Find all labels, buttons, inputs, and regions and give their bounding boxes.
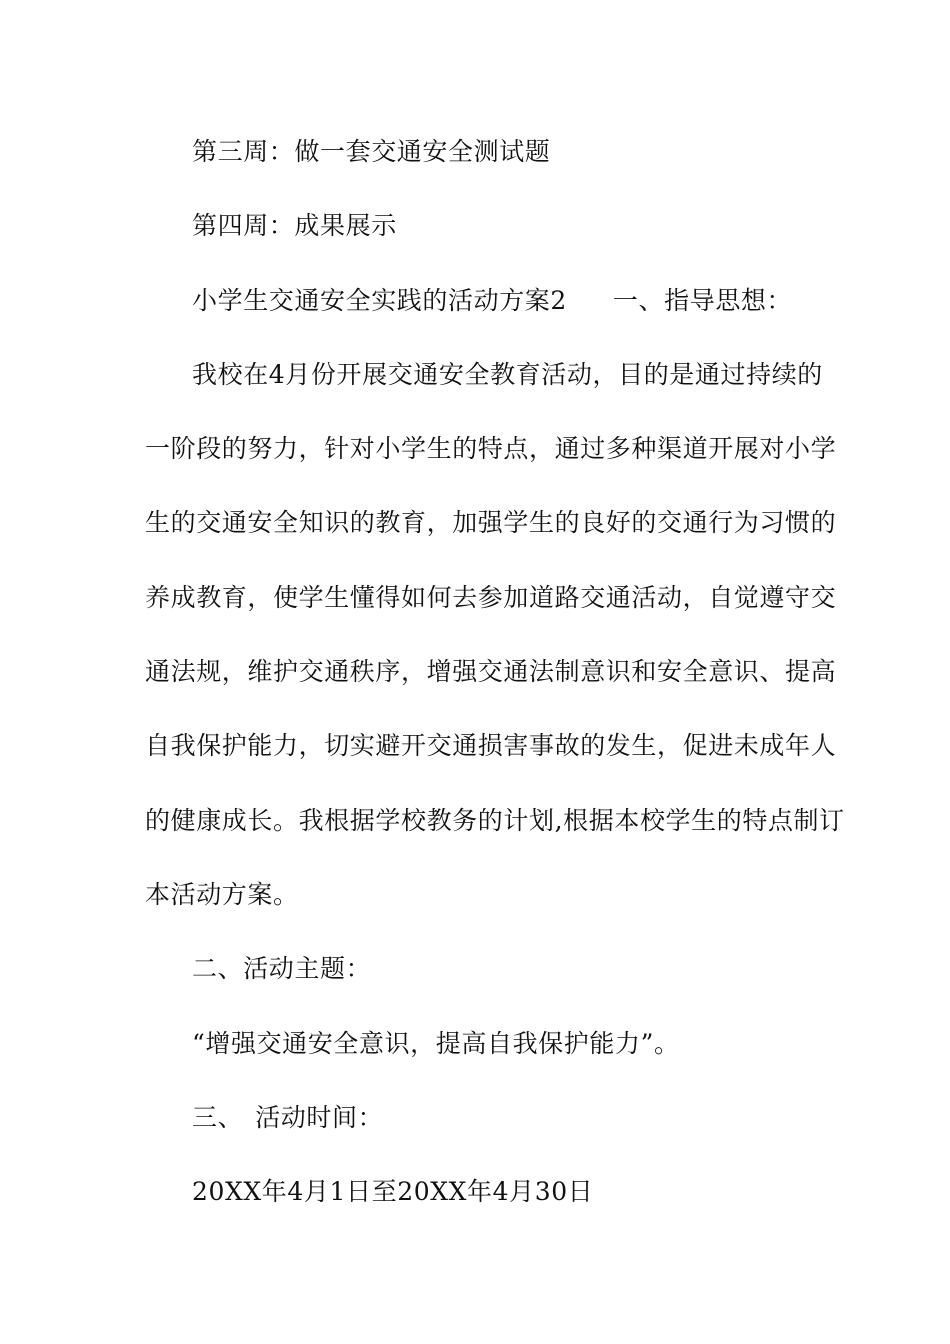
plan-title-line [192, 285, 810, 317]
paragraph-line-4 [145, 582, 837, 614]
activity-theme: “增强交通安全意识，提高自我保护能力”。 [192, 1029, 680, 1058]
paragraph-text: 一阶段的努力，针对小学生的特点，通过多种渠道开展对小学 [145, 434, 837, 463]
paragraph-text: 我校在4月份开展交通安全教育活动，目的是通过持续的 [192, 360, 823, 389]
paragraph-line-1 [192, 359, 823, 391]
paragraph-line-6 [145, 730, 837, 762]
plan-title: 小学生交通安全实践的活动方案2 [192, 286, 567, 315]
paragraph-text: 自我保护能力，切实避开交通损害事故的发生，促进未成年人 [145, 731, 837, 760]
section-three-number: 三、 [192, 1103, 244, 1132]
week-four-text: 第四周：成果展示 [192, 211, 397, 240]
week-three-text: 第三周：做一套交通安全测试题 [192, 137, 551, 166]
paragraph-line-8 [145, 879, 810, 911]
paragraph-line-2 [145, 433, 837, 465]
theme-line [192, 1028, 810, 1060]
paragraph-text: 养成教育，使学生懂得如何去参加道路交通活动，自觉遵守交 [145, 583, 837, 612]
week-three-line [192, 136, 810, 168]
paragraph-line-7 [145, 805, 845, 837]
week-four-line [192, 210, 810, 242]
paragraph-line-5 [145, 656, 837, 688]
paragraph-line-3 [145, 507, 837, 539]
section-two-line [192, 953, 810, 985]
paragraph-text: 本活动方案。 [145, 880, 299, 909]
section-two-heading: 二、活动主题： [192, 954, 372, 983]
paragraph-text: 的健康成长。我根据学校教务的计划,根据本校学生的特点制订 [145, 806, 845, 835]
paragraph-text: 通法规，维护交通秩序，增强交通法制意识和安全意识、提高 [145, 657, 837, 686]
paragraph-text: 生的交通安全知识的教育，加强学生的良好的交通行为习惯的 [145, 508, 837, 537]
section-one-heading: 一、指导思想： [612, 286, 793, 315]
activity-date-line [192, 1176, 810, 1208]
section-three-heading: 活动时间： [255, 1103, 384, 1132]
section-three-line [192, 1102, 810, 1134]
activity-date: 20XX年4月1日至20XX年4月30日 [192, 1177, 594, 1206]
